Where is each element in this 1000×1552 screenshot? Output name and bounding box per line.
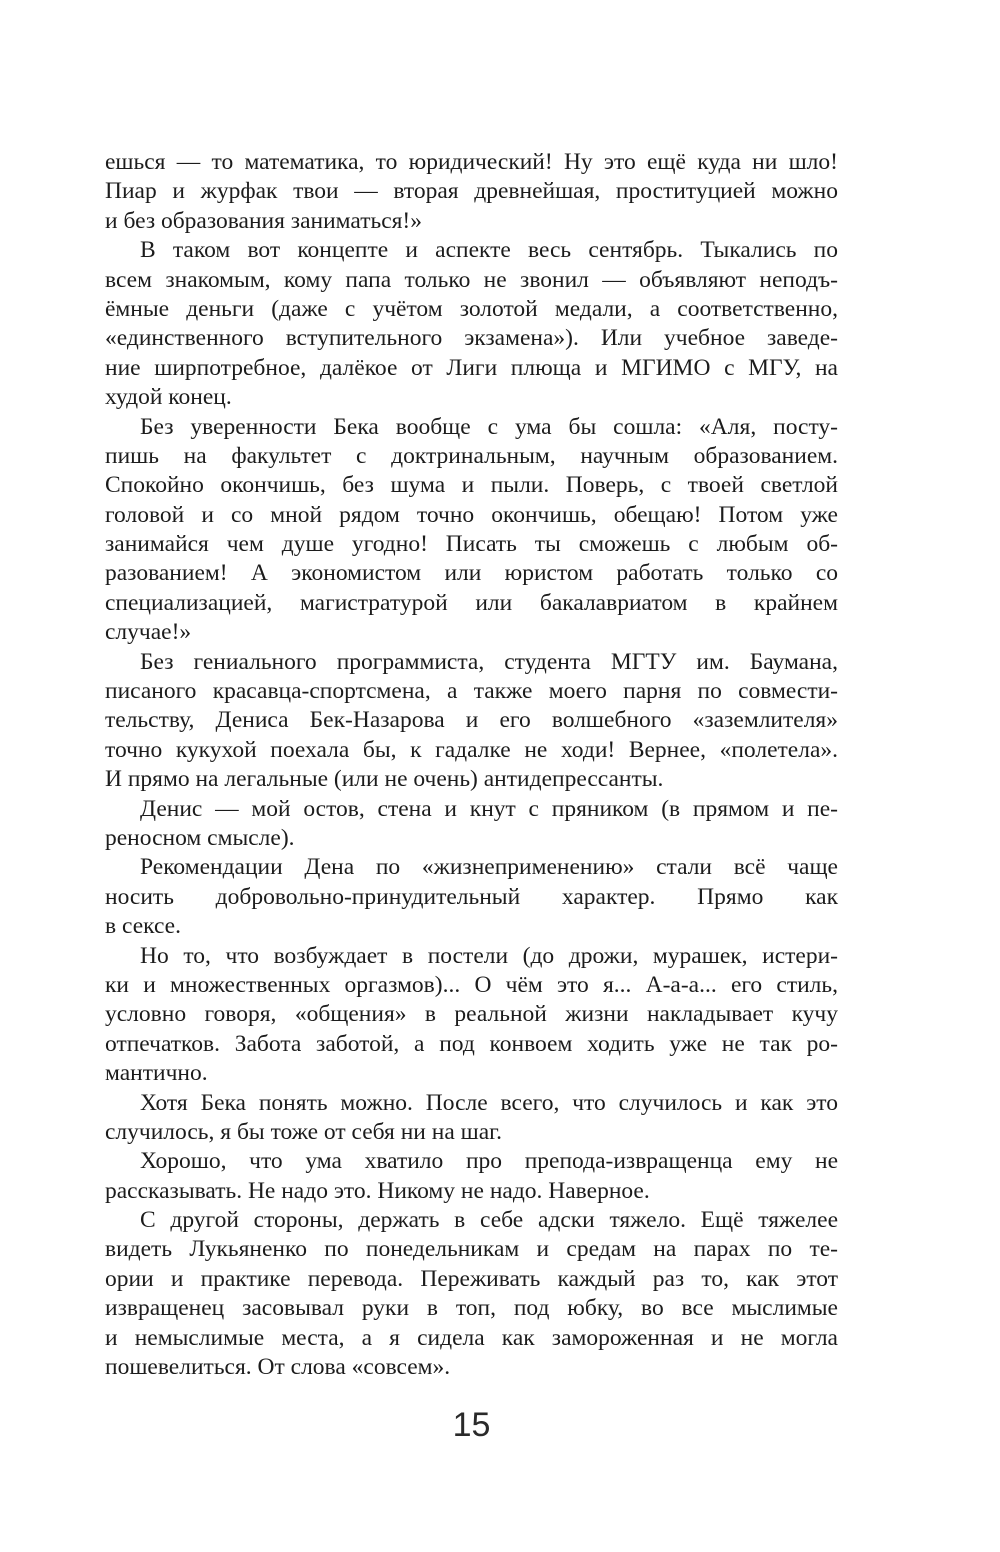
text-line: тельству, Дениса Бек-Назарова и его волшебного «заземлителя»: [105, 707, 838, 734]
text-line: занимайся чем душе угодно! Писать ты сможешь с любым об-: [105, 531, 838, 558]
text-line: в сексе.: [105, 913, 181, 940]
paragraph: [105, 236, 838, 412]
text-line: и без образования заниматься!»: [105, 207, 423, 234]
text-line: условно говоря, «общения» в реальной жизни накладывает кучу: [105, 1001, 838, 1028]
text-line: ешься — то математика, то юридический! Ну это ещё куда ни шло!: [105, 149, 838, 175]
text-line: худой конец.: [105, 384, 232, 411]
text-line: Без гениального программиста, студента МГТУ им. Баумана,: [140, 648, 838, 675]
paragraph: [105, 795, 838, 854]
text-line: Без уверенности Бека вообще с ума бы сошла: «Аля, посту-: [140, 413, 838, 440]
paragraph: [105, 413, 838, 648]
paragraph: [105, 853, 838, 941]
text-line: Денис — мой остов, стена и кнут с пряником (в прямом и пе-: [140, 795, 838, 822]
text-line: рассказывать. Не надо это. Никому не надо. Наверное.: [105, 1177, 650, 1204]
text-line: писаного красавца-спортсмена, а также моего парня по совмести-: [105, 678, 838, 705]
text-line: Хорошо, что ума хватило про препода-извращенца ему не: [140, 1148, 838, 1175]
text-line: ёмные деньги (даже с учётом золотой медали, а соответственно,: [105, 295, 838, 322]
page-number: 15: [452, 1406, 491, 1444]
text-line: И прямо на легальные (или не очень) антидепрессанты.: [105, 766, 664, 793]
text-line: пошевелиться. От слова «совсем».: [105, 1354, 451, 1381]
text-line: ории и практике перевода. Переживать каждый раз то, как этот: [105, 1265, 838, 1292]
text-line: Спокойно окончишь, без шума и пыли. Поверь, с твоей светлой: [105, 472, 838, 499]
text-line: и немыслимые места, а я сидела как замороженная и не могла: [105, 1324, 838, 1351]
text-line: Хотя Бека понять можно. После всего, что случилось и как это: [140, 1089, 838, 1116]
text-line: случае!»: [105, 619, 192, 646]
text-line: пишь на факультет с доктринальным, научным образованием.: [105, 442, 838, 469]
text-line: специализацией, магистратурой или бакалавриатом в крайнем: [105, 589, 838, 616]
paragraph: [105, 1206, 838, 1382]
paragraph: [105, 148, 838, 236]
text-line: реносном смысле).: [105, 824, 295, 851]
paragraph: [105, 648, 838, 795]
paragraph: [105, 1089, 838, 1148]
text-line: всем знакомым, кому папа только не звонил — объявляют неподъ-: [105, 266, 838, 293]
text-line: мантично.: [105, 1060, 208, 1087]
text-line: видеть Лукьяненко по понедельникам и средам на парах по те-: [105, 1236, 838, 1263]
text-line: разованием! А экономистом или юристом работать только со: [105, 560, 838, 587]
paragraph: [105, 942, 838, 1089]
text-line: «единственного вступительного экзамена»). Или учебное заведе-: [105, 325, 838, 352]
text-line: Пиар и журфак твои — вторая древнейшая, проституцией можно: [105, 178, 838, 205]
text-line: Рекомендации Дена по «жизнеприменению» стали всё чаще: [140, 854, 838, 881]
text-line: отпечатков. Забота заботой, а под конвоем ходить уже не так ро-: [105, 1030, 838, 1057]
text-line: ки и множественных оргазмов)... О чём это я... А-а-а... его стиль,: [105, 971, 838, 998]
text-line: В таком вот концепте и аспекте весь сентябрь. Тыкались по: [140, 237, 838, 264]
paragraph: [105, 1147, 838, 1206]
text-line: головой и со мной рядом точно окончишь, обещаю! Потом уже: [105, 501, 838, 528]
text-line: Но то, что возбуждает в постели (до дрожи, мурашек, истери-: [140, 942, 838, 969]
body-text: [105, 148, 838, 1382]
text-line: точно кукухой поехала бы, к гадалке не ходи! Вернее, «полетела».: [105, 736, 838, 763]
text-line: извращенец засовывал руки в топ, под юбку, во все мыслимые: [105, 1295, 838, 1322]
text-line: случилось, я бы тоже от себя ни на шаг.: [105, 1118, 503, 1145]
text-line: ние ширпотребное, далёкое от Лиги плюща и МГИМО с МГУ, на: [105, 354, 838, 381]
text-line: носить добровольно-принудительный характер. Прямо как: [105, 883, 838, 910]
text-line: С другой стороны, держать в себе адски тяжело. Ещё тяжелее: [140, 1207, 838, 1234]
